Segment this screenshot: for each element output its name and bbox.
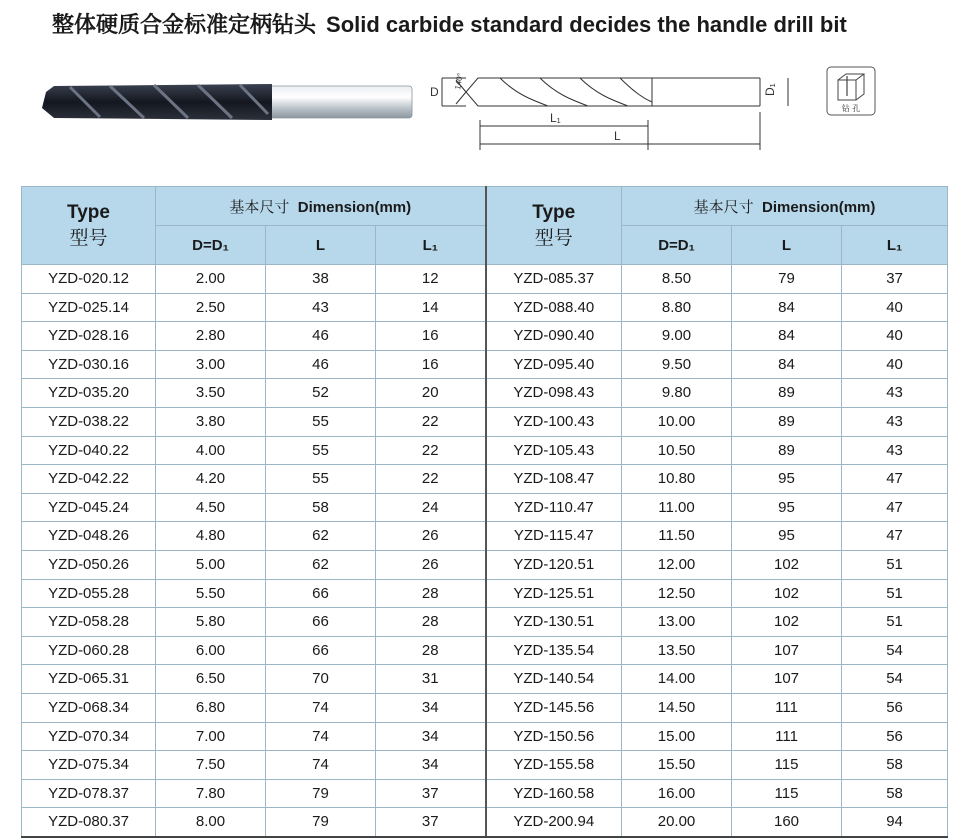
d-cell: 14.50 — [622, 693, 732, 722]
l-cell: 74 — [266, 693, 376, 722]
d-cell: 10.50 — [622, 436, 732, 465]
l1-cell: 47 — [842, 522, 948, 551]
table-row — [22, 322, 948, 351]
page-title — [52, 8, 847, 39]
d-cell: 4.80 — [156, 522, 266, 551]
l-cell: 55 — [266, 407, 376, 436]
d-cell: 6.50 — [156, 665, 266, 694]
d-cell: 4.00 — [156, 436, 266, 465]
d-cell: 11.00 — [622, 493, 732, 522]
l1-cell: 40 — [842, 293, 948, 322]
type-header-en: Type — [532, 201, 576, 223]
type-cell: YZD-088.40 — [486, 293, 622, 322]
type-cell: YZD-120.51 — [486, 550, 622, 579]
type-cell: YZD-020.12 — [22, 265, 156, 294]
l-cell: 43 — [266, 293, 376, 322]
d-cell: 6.00 — [156, 636, 266, 665]
l1-cell: 34 — [376, 722, 486, 751]
col-l1-header: L₁ — [376, 226, 486, 265]
type-header-en: Type — [67, 201, 110, 223]
l1-cell: 43 — [842, 379, 948, 408]
type-cell: YZD-075.34 — [22, 751, 156, 780]
d-cell: 13.00 — [622, 608, 732, 637]
table-row — [22, 636, 948, 665]
l-cell: 74 — [266, 722, 376, 751]
l-cell: 95 — [732, 465, 842, 494]
d-cell: 3.00 — [156, 350, 266, 379]
l-cell: 38 — [266, 265, 376, 294]
type-cell: YZD-108.47 — [486, 465, 622, 494]
l-cell: 62 — [266, 522, 376, 551]
l-cell: 55 — [266, 465, 376, 494]
d-cell: 7.80 — [156, 779, 266, 808]
l1-cell: 51 — [842, 608, 948, 637]
table-row — [22, 493, 948, 522]
l-cell: 66 — [266, 608, 376, 637]
col-l-header: L — [266, 226, 376, 265]
l1-cell: 56 — [842, 722, 948, 751]
l-cell: 79 — [732, 265, 842, 294]
type-cell: YZD-035.20 — [22, 379, 156, 408]
d-cell: 15.50 — [622, 751, 732, 780]
d-cell: 9.80 — [622, 379, 732, 408]
table-row — [22, 665, 948, 694]
l1-cell: 28 — [376, 608, 486, 637]
l1-cell: 26 — [376, 522, 486, 551]
l1-cell: 94 — [842, 808, 948, 837]
table-row — [22, 407, 948, 436]
table-row — [22, 608, 948, 637]
type-cell: YZD-095.40 — [486, 350, 622, 379]
l1-cell: 20 — [376, 379, 486, 408]
l-cell: 74 — [266, 751, 376, 780]
type-cell: YZD-045.24 — [22, 493, 156, 522]
l-cell: 95 — [732, 493, 842, 522]
l-cell: 95 — [732, 522, 842, 551]
label-angle: 140° — [453, 72, 465, 91]
type-header-right — [486, 187, 622, 265]
l1-cell: 56 — [842, 693, 948, 722]
type-cell: YZD-080.37 — [22, 808, 156, 837]
d-cell: 4.50 — [156, 493, 266, 522]
dimension-header-zh: 基本尺寸 — [693, 198, 754, 216]
d-cell: 2.80 — [156, 322, 266, 351]
l-cell: 115 — [732, 751, 842, 780]
type-cell: YZD-058.28 — [22, 608, 156, 637]
type-cell: YZD-055.28 — [22, 579, 156, 608]
l1-cell: 47 — [842, 465, 948, 494]
d-cell: 9.00 — [622, 322, 732, 351]
type-cell: YZD-150.56 — [486, 722, 622, 751]
spec-table — [21, 186, 948, 838]
type-cell: YZD-070.34 — [22, 722, 156, 751]
type-cell: YZD-090.40 — [486, 322, 622, 351]
l1-cell: 58 — [842, 751, 948, 780]
dimension-header-en: Dimension(mm) — [762, 198, 876, 216]
label-l1: L₁ — [550, 111, 561, 125]
col-l1-header: L₁ — [842, 226, 948, 265]
d-cell: 14.00 — [622, 665, 732, 694]
l-cell: 107 — [732, 665, 842, 694]
type-cell: YZD-048.26 — [22, 522, 156, 551]
type-cell: YZD-060.28 — [22, 636, 156, 665]
l-cell: 58 — [266, 493, 376, 522]
l-cell: 102 — [732, 550, 842, 579]
l1-cell: 47 — [842, 493, 948, 522]
l1-cell: 43 — [842, 436, 948, 465]
d-cell: 7.50 — [156, 751, 266, 780]
l-cell: 84 — [732, 293, 842, 322]
col-d-header: D=D₁ — [156, 226, 266, 265]
l-cell: 160 — [732, 808, 842, 837]
l1-cell: 37 — [842, 265, 948, 294]
type-cell: YZD-200.94 — [486, 808, 622, 837]
l1-cell: 16 — [376, 350, 486, 379]
l1-cell: 22 — [376, 436, 486, 465]
type-header-zh: 型号 — [534, 227, 573, 249]
table-row — [22, 808, 948, 837]
l-cell: 66 — [266, 579, 376, 608]
d-cell: 16.00 — [622, 779, 732, 808]
type-cell: YZD-065.31 — [22, 665, 156, 694]
type-cell: YZD-135.54 — [486, 636, 622, 665]
col-d-header: D=D₁ — [622, 226, 732, 265]
l1-cell: 28 — [376, 636, 486, 665]
label-l: L — [614, 129, 621, 143]
l-cell: 79 — [266, 808, 376, 837]
l-cell: 46 — [266, 350, 376, 379]
l1-cell: 54 — [842, 636, 948, 665]
d-cell: 8.80 — [622, 293, 732, 322]
table-row — [22, 751, 948, 780]
l1-cell: 16 — [376, 322, 486, 351]
l-cell: 102 — [732, 579, 842, 608]
title-zh: 整体硬质合金标准定柄钻头 — [52, 12, 317, 37]
type-cell: YZD-042.22 — [22, 465, 156, 494]
spec-table-wrap — [21, 186, 947, 838]
l-cell: 111 — [732, 693, 842, 722]
l-cell: 84 — [732, 322, 842, 351]
type-cell: YZD-160.58 — [486, 779, 622, 808]
type-cell: YZD-085.37 — [486, 265, 622, 294]
type-cell: YZD-030.16 — [22, 350, 156, 379]
l1-cell: 40 — [842, 350, 948, 379]
table-row — [22, 693, 948, 722]
d-cell: 12.50 — [622, 579, 732, 608]
type-cell: YZD-105.43 — [486, 436, 622, 465]
type-cell: YZD-140.54 — [486, 665, 622, 694]
l-cell: 52 — [266, 379, 376, 408]
drilling-icon-caption: 钻 孔 — [841, 104, 861, 113]
d-cell: 2.50 — [156, 293, 266, 322]
type-header-zh: 型号 — [69, 227, 108, 249]
l1-cell: 12 — [376, 265, 486, 294]
d-cell: 5.80 — [156, 608, 266, 637]
l1-cell: 40 — [842, 322, 948, 351]
type-cell: YZD-028.16 — [22, 322, 156, 351]
l-cell: 89 — [732, 379, 842, 408]
l-cell: 89 — [732, 436, 842, 465]
l-cell: 84 — [732, 350, 842, 379]
type-cell: YZD-130.51 — [486, 608, 622, 637]
l1-cell: 43 — [842, 407, 948, 436]
type-cell: YZD-038.22 — [22, 407, 156, 436]
l-cell: 66 — [266, 636, 376, 665]
l1-cell: 58 — [842, 779, 948, 808]
table-row — [22, 436, 948, 465]
d-cell: 10.80 — [622, 465, 732, 494]
l-cell: 70 — [266, 665, 376, 694]
l1-cell: 54 — [842, 665, 948, 694]
d-cell: 13.50 — [622, 636, 732, 665]
l-cell: 102 — [732, 608, 842, 637]
type-cell: YZD-110.47 — [486, 493, 622, 522]
l-cell: 55 — [266, 436, 376, 465]
l1-cell: 26 — [376, 550, 486, 579]
type-cell: YZD-050.26 — [22, 550, 156, 579]
d-cell: 10.00 — [622, 407, 732, 436]
d-cell: 4.20 — [156, 465, 266, 494]
type-cell: YZD-078.37 — [22, 779, 156, 808]
table-row — [22, 293, 948, 322]
d-cell: 2.00 — [156, 265, 266, 294]
d-cell: 3.80 — [156, 407, 266, 436]
type-cell: YZD-025.14 — [22, 293, 156, 322]
d-cell: 7.00 — [156, 722, 266, 751]
l-cell: 111 — [732, 722, 842, 751]
l1-cell: 37 — [376, 779, 486, 808]
dimension-header-en: Dimension(mm) — [297, 198, 412, 216]
l1-cell: 14 — [376, 293, 486, 322]
type-cell: YZD-040.22 — [22, 436, 156, 465]
d-cell: 11.50 — [622, 522, 732, 551]
d-cell: 8.00 — [156, 808, 266, 837]
table-row — [22, 265, 948, 294]
l-cell: 79 — [266, 779, 376, 808]
type-cell: YZD-115.47 — [486, 522, 622, 551]
table-row — [22, 579, 948, 608]
d-cell: 12.00 — [622, 550, 732, 579]
d-cell: 3.50 — [156, 379, 266, 408]
d-cell: 9.50 — [622, 350, 732, 379]
d-cell: 5.00 — [156, 550, 266, 579]
table-row — [22, 550, 948, 579]
type-cell: YZD-155.58 — [486, 751, 622, 780]
l1-cell: 51 — [842, 550, 948, 579]
l-cell: 46 — [266, 322, 376, 351]
l1-cell: 37 — [376, 808, 486, 837]
l-cell: 89 — [732, 407, 842, 436]
d-cell: 5.50 — [156, 579, 266, 608]
title-en: Solid carbide standard decides the handle drill bit — [326, 12, 847, 37]
dimension-header-left — [156, 187, 486, 226]
l1-cell: 34 — [376, 751, 486, 780]
label-d: D — [430, 85, 439, 99]
type-cell: YZD-125.51 — [486, 579, 622, 608]
l-cell: 62 — [266, 550, 376, 579]
l1-cell: 22 — [376, 407, 486, 436]
l-cell: 107 — [732, 636, 842, 665]
d-cell: 15.00 — [622, 722, 732, 751]
l1-cell: 34 — [376, 693, 486, 722]
spec-table-body — [22, 265, 948, 837]
d-cell: 6.80 — [156, 693, 266, 722]
l1-cell: 28 — [376, 579, 486, 608]
col-l-header: L — [732, 226, 842, 265]
table-row — [22, 465, 948, 494]
table-row — [22, 722, 948, 751]
dimension-header-zh: 基本尺寸 — [229, 198, 290, 216]
l-cell: 115 — [732, 779, 842, 808]
drill-schematic — [420, 50, 777, 162]
drilling-icon — [826, 66, 876, 116]
dimension-header-right — [622, 187, 948, 226]
type-cell: YZD-100.43 — [486, 407, 622, 436]
type-cell: YZD-145.56 — [486, 693, 622, 722]
drill-bit-photo — [40, 70, 420, 130]
table-row — [22, 522, 948, 551]
l1-cell: 24 — [376, 493, 486, 522]
table-row — [22, 350, 948, 379]
type-header-left — [22, 187, 156, 265]
table-row — [22, 779, 948, 808]
l1-cell: 31 — [376, 665, 486, 694]
table-row — [22, 379, 948, 408]
d-cell: 20.00 — [622, 808, 732, 837]
type-cell: YZD-068.34 — [22, 693, 156, 722]
label-d1: D₁ — [763, 83, 777, 96]
l1-cell: 22 — [376, 465, 486, 494]
type-cell: YZD-098.43 — [486, 379, 622, 408]
l1-cell: 51 — [842, 579, 948, 608]
d-cell: 8.50 — [622, 265, 732, 294]
